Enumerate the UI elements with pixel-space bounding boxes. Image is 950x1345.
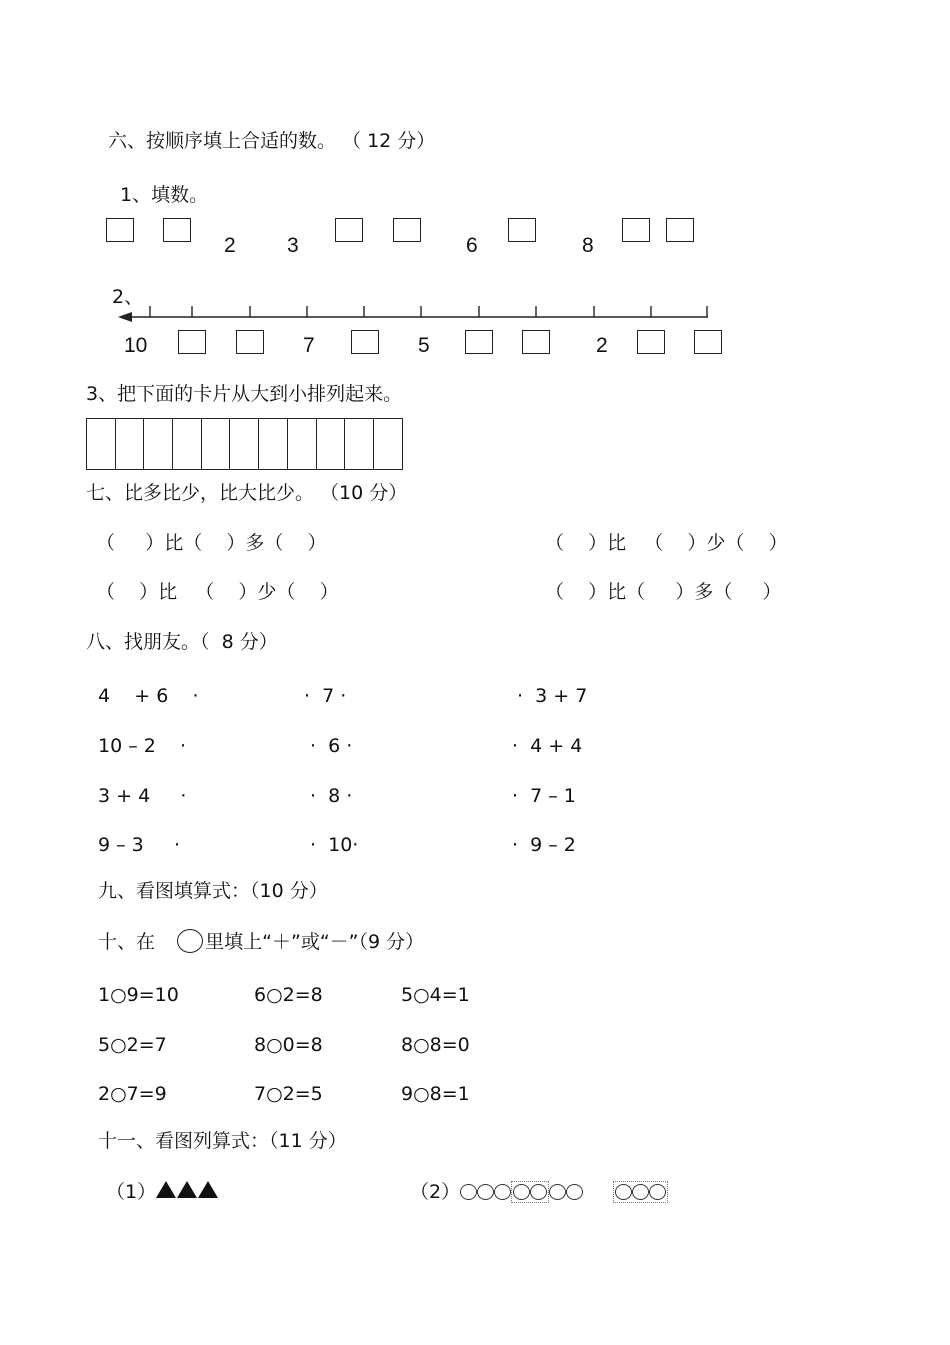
q2-label: 2、: [112, 286, 144, 308]
given-number: 6: [466, 234, 478, 257]
answer-box[interactable]: [694, 330, 722, 354]
problem-2-label: （2）: [410, 1181, 461, 1203]
problem-1: [106, 1180, 219, 1204]
circle-icon: [513, 1184, 530, 1200]
answer-box[interactable]: [622, 218, 650, 242]
compare-row: （ ）比（ ）多（ ）: [96, 532, 327, 554]
card-slot[interactable]: [317, 419, 346, 469]
equation[interactable]: 2○7=9: [98, 1083, 167, 1105]
compare-row: （ ）比（ ）多（ ）: [545, 581, 782, 603]
card-slot[interactable]: [116, 419, 145, 469]
card-slot[interactable]: [345, 419, 374, 469]
equation[interactable]: 8○8=0: [401, 1034, 470, 1056]
answer-box[interactable]: [637, 330, 665, 354]
card-slot[interactable]: [230, 419, 259, 469]
compare-row: （ ）比 （ ）少（ ）: [96, 581, 339, 603]
circle-icon: [477, 1184, 494, 1200]
answer-box[interactable]: [522, 330, 550, 354]
section-10-title: [98, 929, 424, 954]
equation[interactable]: 8○0=8: [254, 1034, 323, 1056]
title-suffix: 里填上“＋”或“－”（9 分）: [205, 931, 425, 953]
match-middle-item[interactable]: · 8 ·: [310, 785, 353, 807]
card-strip: [86, 418, 403, 470]
title-prefix: 十、在: [98, 931, 156, 953]
given-number: 3: [287, 234, 299, 257]
match-left-item[interactable]: 4 + 6 ·: [98, 685, 199, 707]
answer-box[interactable]: [163, 218, 191, 242]
equation[interactable]: 6○2=8: [254, 984, 323, 1006]
answer-box[interactable]: [393, 218, 421, 242]
equation[interactable]: 5○2=7: [98, 1034, 167, 1056]
circle-icon: [649, 1184, 666, 1200]
given-number: 7: [303, 334, 315, 357]
answer-box[interactable]: [106, 218, 134, 242]
triangle-icon: [198, 1181, 218, 1198]
circle-icon: [460, 1184, 477, 1200]
problem-2: [410, 1180, 668, 1204]
match-right-item[interactable]: · 3 + 7: [517, 685, 588, 707]
given-number: 2: [596, 334, 608, 357]
card-slot[interactable]: [173, 419, 202, 469]
answer-box[interactable]: [351, 330, 379, 354]
triangle-icon: [156, 1181, 176, 1198]
section-8-title: 八、找朋友。（ 8 分）: [86, 631, 278, 653]
circle-icon: [566, 1184, 583, 1200]
given-number: 8: [582, 234, 594, 257]
answer-box[interactable]: [335, 218, 363, 242]
section-11-title: 十一、看图列算式：（11 分）: [98, 1130, 347, 1152]
equation[interactable]: 9○8=1: [401, 1083, 470, 1105]
match-right-item[interactable]: · 4 + 4: [512, 735, 583, 757]
answer-box[interactable]: [236, 330, 264, 354]
number-line: [110, 298, 720, 328]
dotted-group: [613, 1181, 668, 1203]
answer-box[interactable]: [178, 330, 206, 354]
answer-box[interactable]: [666, 218, 694, 242]
card-slot[interactable]: [374, 419, 403, 469]
equation[interactable]: 1○9=10: [98, 984, 179, 1006]
given-number: 10: [124, 334, 148, 357]
dotted-group: [511, 1181, 549, 1203]
answer-box[interactable]: [465, 330, 493, 354]
card-slot[interactable]: [202, 419, 231, 469]
circle-icon: [632, 1184, 649, 1200]
section-9-title: 九、看图填算式：（10 分）: [98, 880, 328, 902]
section-6-title: 六、按顺序填上合适的数。 （ 12 分）: [108, 130, 436, 152]
answer-box[interactable]: [508, 218, 536, 242]
given-number: 2: [224, 234, 236, 257]
problem-1-label: （1）: [106, 1181, 157, 1203]
circle-icon: [549, 1184, 566, 1200]
circle-icon: [177, 929, 203, 953]
circle-icon: [530, 1184, 547, 1200]
match-left-item[interactable]: 9 – 3 ·: [98, 834, 180, 856]
section-7-title: 七、比多比少，比大比少。 （10 分）: [86, 482, 408, 504]
q1-label: 1、填数。: [120, 184, 209, 206]
card-slot[interactable]: [259, 419, 288, 469]
match-right-item[interactable]: · 9 – 2: [512, 834, 576, 856]
circle-icon: [615, 1184, 632, 1200]
match-middle-item[interactable]: · 7 ·: [304, 685, 347, 707]
card-slot[interactable]: [87, 419, 116, 469]
match-middle-item[interactable]: · 10·: [310, 834, 359, 856]
equation[interactable]: 5○4=1: [401, 984, 470, 1006]
circle-icon: [494, 1184, 511, 1200]
match-left-item[interactable]: 3 + 4 ·: [98, 785, 187, 807]
q3-label: 3、把下面的卡片从大到小排列起来。: [86, 383, 403, 405]
match-middle-item[interactable]: · 6 ·: [310, 735, 353, 757]
arrow-left-icon: [118, 312, 132, 322]
compare-row: （ ）比 （ ）少（ ）: [545, 532, 788, 554]
card-slot[interactable]: [288, 419, 317, 469]
match-left-item[interactable]: 10 – 2 ·: [98, 735, 187, 757]
equation[interactable]: 7○2=5: [254, 1083, 323, 1105]
triangle-icon: [177, 1181, 197, 1198]
card-slot[interactable]: [144, 419, 173, 469]
given-number: 5: [418, 334, 430, 357]
match-right-item[interactable]: · 7 – 1: [512, 785, 576, 807]
